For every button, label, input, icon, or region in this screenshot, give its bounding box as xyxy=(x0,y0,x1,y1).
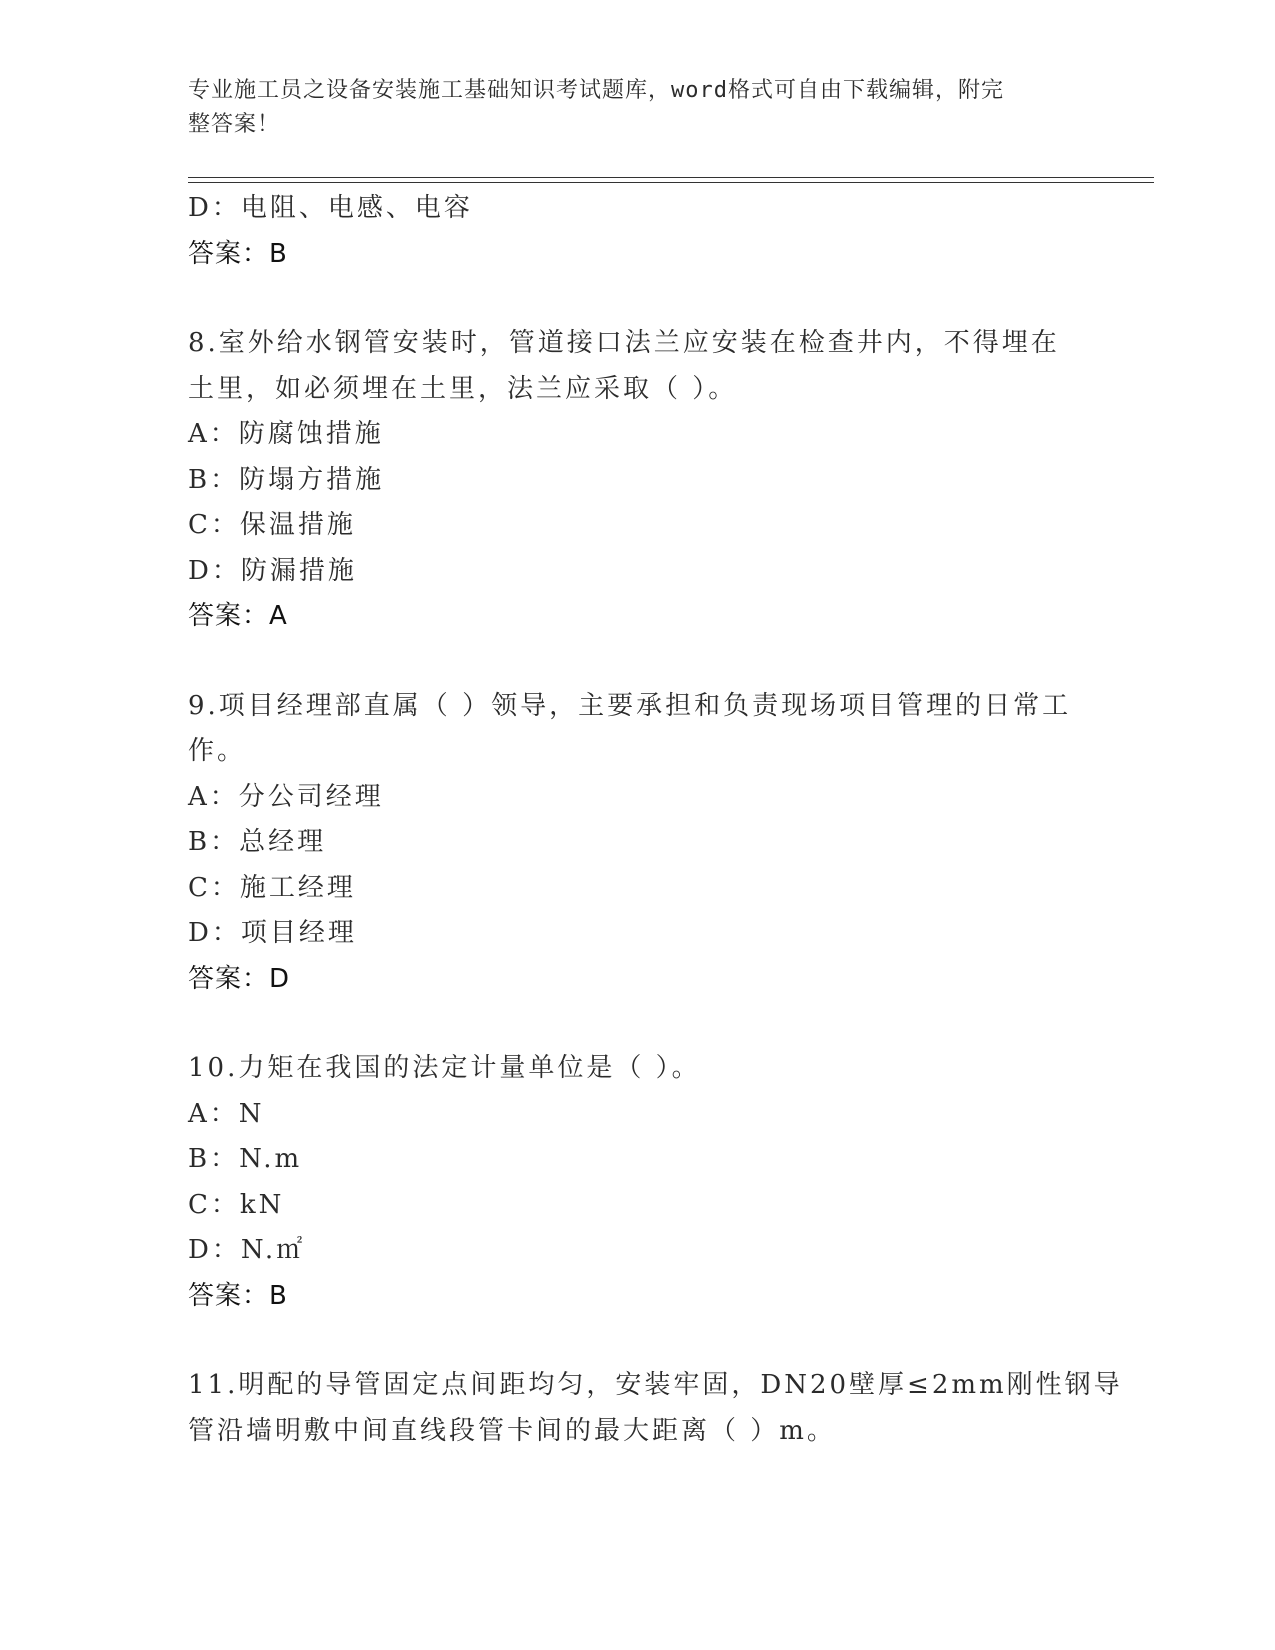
question-stem-continued: 管沿墙明敷中间直线段管卡间的最大距离（ ）m。 xyxy=(188,1415,836,1446)
option-b: B：防塌方措施 xyxy=(188,464,385,495)
question-7-tail xyxy=(188,186,1088,277)
option-a: A：N xyxy=(188,1098,265,1129)
header-divider-top xyxy=(188,177,1154,178)
header-line-2: 整答案！ xyxy=(188,112,281,137)
option-d: D：N.㎡ xyxy=(188,1235,306,1265)
question-stem: 10.力矩在我国的法定计量单位是（ ）。 xyxy=(188,1053,701,1083)
question-stem-continued: 作。 xyxy=(188,736,247,766)
question-8 xyxy=(188,321,1088,640)
question-stem-continued: 土里，如必须埋在土里，法兰应采取（ ）。 xyxy=(188,373,738,404)
answer-line: 答案：D xyxy=(188,963,291,994)
header-divider-bottom xyxy=(188,182,1154,183)
option-d: D：电阻、电感、电容 xyxy=(188,193,473,223)
header-line-1: 专业施工员之设备安装施工基础知识考试题库，word格式可自由下载编辑，附完 xyxy=(188,78,1004,103)
spacer xyxy=(188,1319,1088,1363)
option-b: B：N.m xyxy=(188,1144,303,1174)
question-9 xyxy=(188,684,1088,1003)
document-header xyxy=(188,74,1068,142)
question-10 xyxy=(188,1046,1088,1319)
question-stem: 8.室外给水钢管安装时，管道接口法兰应安装在检查井内，不得埋在 xyxy=(188,328,1060,358)
question-stem: 9.项目经理部直属（ ）领导，主要承担和负责现场项目管理的日常工 xyxy=(188,690,1072,721)
option-c: C：施工经理 xyxy=(188,872,356,903)
option-c: C：保温措施 xyxy=(188,510,356,540)
option-d: D：防漏措施 xyxy=(188,555,357,586)
answer-line: 答案：B xyxy=(188,238,288,269)
option-b: B：总经理 xyxy=(188,827,327,857)
answer-line: 答案：A xyxy=(188,601,288,631)
spacer xyxy=(188,1002,1088,1046)
option-a: A：分公司经理 xyxy=(188,781,384,812)
answer-line: 答案：B xyxy=(188,1280,288,1311)
option-d: D：项目经理 xyxy=(188,918,357,948)
option-a: A：防腐蚀措施 xyxy=(188,419,384,449)
spacer xyxy=(188,277,1088,321)
question-stem: 11.明配的导管固定点间距均匀，安装牢固，DN20壁厚≤2mm刚性钢导 xyxy=(188,1370,1123,1400)
spacer xyxy=(188,640,1088,684)
question-list xyxy=(188,186,1123,1454)
question-11 xyxy=(188,1363,1123,1454)
option-c: C：kN xyxy=(188,1189,285,1220)
